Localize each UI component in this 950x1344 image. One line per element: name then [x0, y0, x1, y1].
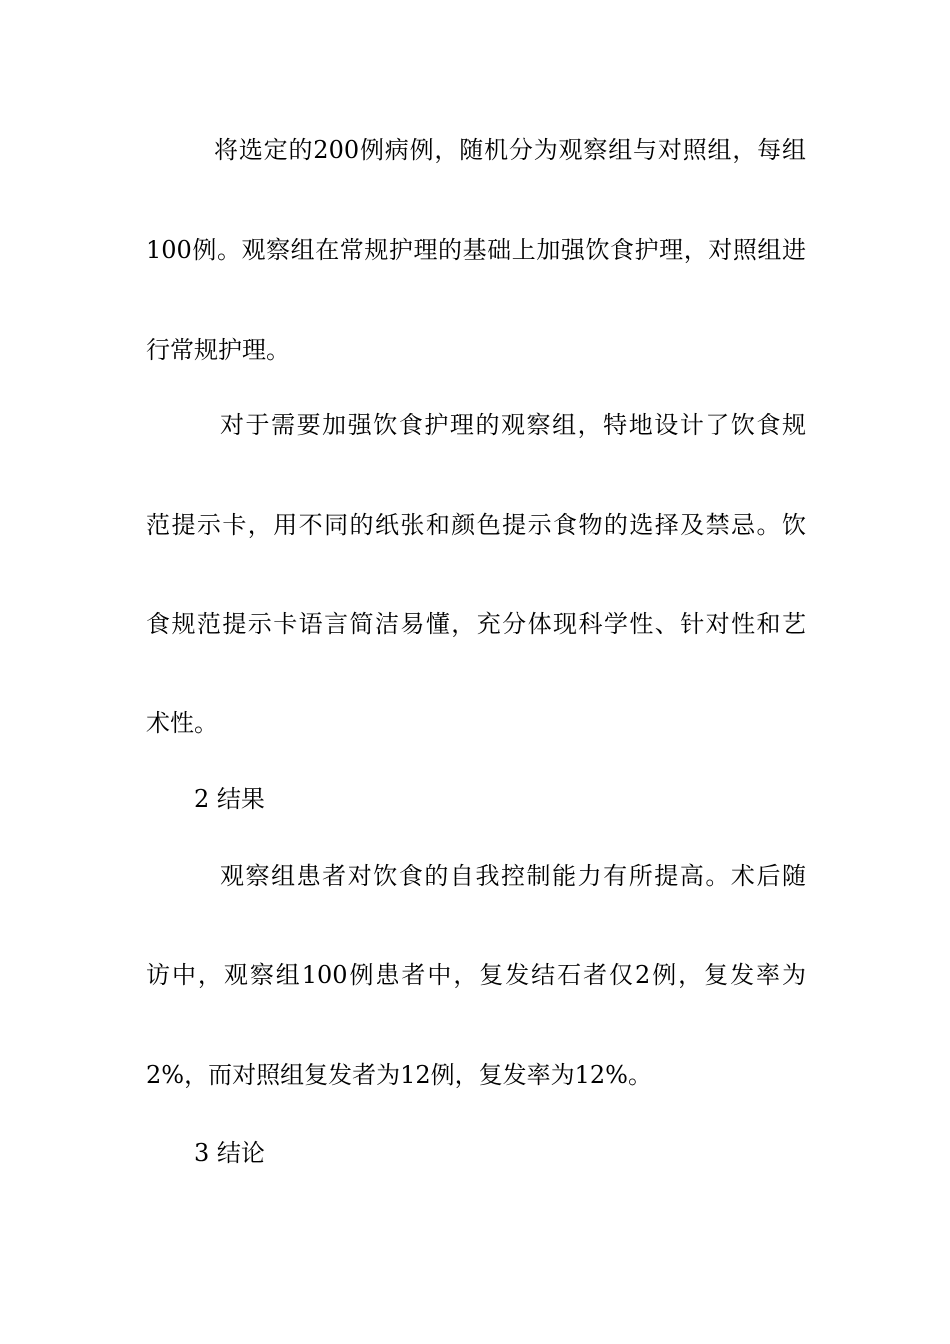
paragraph-line: 观察组患者对饮食的自我控制能力有所提高。术后随 — [220, 862, 806, 890]
paragraph-line: 将选定的200例病例，随机分为观察组与对照组，每组 — [214, 136, 806, 164]
section-heading-conclusion: 3 结论 — [194, 1139, 265, 1167]
section-heading-results: 2 结果 — [194, 785, 265, 813]
paragraph-line: 100例。观察组在常规护理的基础上加强饮食护理，对照组进 — [146, 236, 806, 264]
paragraph-line: 行常规护理。 — [146, 336, 290, 364]
paragraph-line: 范提示卡，用不同的纸张和颜色提示食物的选择及禁忌。饮 — [146, 511, 806, 539]
paragraph-line: 术性。 — [146, 709, 218, 737]
paragraph-line: 食规范提示卡语言简洁易懂，充分体现科学性、针对性和艺 — [146, 610, 806, 638]
paragraph-line: 2%，而对照组复发者为12例，复发率为12%。 — [146, 1061, 652, 1089]
paragraph-line: 访中，观察组100例患者中，复发结石者仅2例，复发率为 — [146, 961, 806, 989]
paragraph-line: 对于需要加强饮食护理的观察组，特地设计了饮食规 — [220, 411, 806, 439]
